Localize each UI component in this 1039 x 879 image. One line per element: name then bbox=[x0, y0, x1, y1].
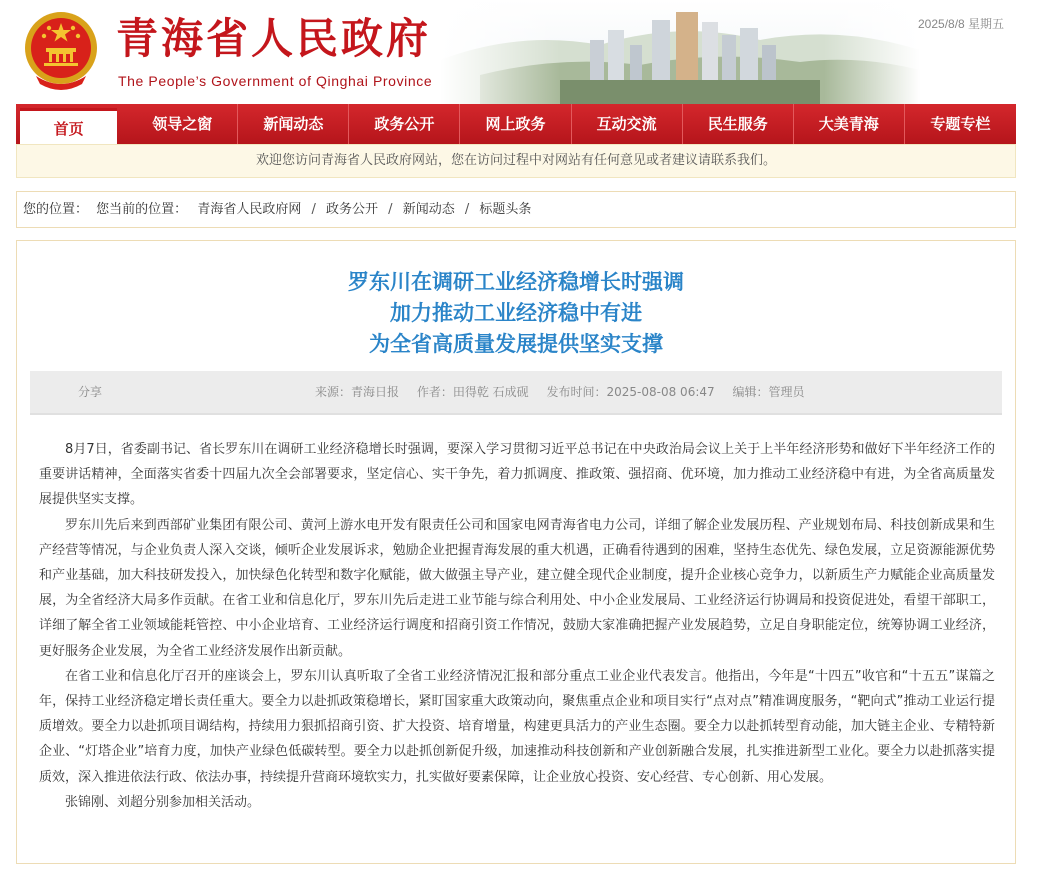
breadcrumb-separator: / bbox=[388, 202, 393, 217]
breadcrumb bbox=[16, 191, 1016, 228]
nav-item-online-services[interactable]: 网上政务 bbox=[460, 104, 571, 144]
share-button[interactable]: 分享 bbox=[78, 385, 103, 399]
article-title-line: 罗东川在调研工业经济稳增长时强调 bbox=[348, 270, 684, 294]
nav-item-interaction[interactable]: 互动交流 bbox=[572, 104, 683, 144]
article-publish-time: 发布时间：2025-08-08 06:47 bbox=[546, 385, 715, 399]
site-subtitle: The People’s Government of Qinghai Province bbox=[118, 73, 433, 89]
breadcrumb-current-label: 您当前的位置： bbox=[96, 202, 188, 217]
breadcrumb-separator: / bbox=[464, 202, 470, 217]
breadcrumb-label: 您的位置： bbox=[23, 202, 89, 217]
article-meta-info bbox=[315, 371, 818, 413]
article-paragraph: 罗东川先后来到西部矿业集团有限公司、黄河上游水电开发有限责任公司和国家电网青海省电力公司，详细了解企业发展历程、产业规划布局、科技创新成果和生产经营等情况，与企业负责人深入交谈，倾听企业发展诉求，勉励企业把握青海发展的重大机遇，正确看待遇到的困难，坚持生态优先、绿色发展，立足资源能源优势和产业基础，加大科技研发投入，加快绿色化转型和数字化赋能，做大做强主导产业，建立健全现代企业制度，提升企业核心竞争力，以新质生产力赋能企业高质量发展，为全省经济大局多作贡献。在省工业和信息化厅，罗东川先后走进工业节能与综合利用处、中小企业发展局、工业经济运行协调局和投资促进处，看望干部职工，详细了解全省工业领域能耗管控、中小企业培育、工业经济运行调度和招商引资工作情况，鼓励大家准确把握产业发展趋势，立足自身职能定位，统筹协调工业经济，更好服务企业发展，为全省工业经济发展作出新贡献。 bbox=[39, 517, 995, 659]
article-title-line: 为全省高质量发展提供坚实支撑 bbox=[369, 332, 663, 356]
nav-item-news[interactable]: 新闻动态 bbox=[238, 104, 349, 144]
article-paragraph: 8月7日，省委副书记、省长罗东川在调研工业经济稳增长时强调，要深入学习贯彻习近平总书记在中央政治局会议上关于上半年经济形势和做好下半年经济工作的重要讲话精神，全面落实省委十四届九次全会部署要求，坚定信心、实干争先，着力抓调度、推政策、强招商、优环境，加力推动工业经济稳中有进，为全省高质量发展提供坚实支撑。 bbox=[39, 442, 995, 508]
nav-item-government-affairs[interactable]: 政务公开 bbox=[349, 104, 460, 144]
site-title: 青海省人民政府 bbox=[116, 14, 432, 63]
article-body bbox=[39, 437, 995, 815]
national-emblem-logo bbox=[22, 10, 100, 92]
article-meta-bar bbox=[30, 371, 1002, 415]
nav-item-leaders[interactable]: 领导之窗 bbox=[127, 104, 238, 144]
article-container bbox=[16, 240, 1016, 864]
current-date: 2025/8/8 星期五 bbox=[918, 17, 1005, 31]
article-paragraph: 在省工业和信息化厅召开的座谈会上，罗东川认真听取了全省工业经济情况汇报和部分重点工业企业代表发言。他指出，今年是“十四五”收官和“十五五”谋篇之年，保持工业经济稳定增长责任重大。要全力以赴抓政策稳增长，紧盯国家重大政策动向，聚焦重点企业和项目实行“点对点”精准调度服务，“靶向式”推动工业运行提质增效。要全力以赴抓项目调结构，持续用力狠抓招商引资、扩大投资、培育增量，构建更具活力的产业生态圈。要全力以赴抓转型育动能，加大链主企业、专精特新企业、“灯塔企业”培育力度，加快产业绿色低碳转型。要全力以赴抓创新促升级，加速推动科技创新和产业创新融合发展，扎实推进新型工业化。要全力以赴抓落实提质效，深入推进依法行政、依法办事，持续提升营商环境软实力，扎实做好要素保障，让企业放心投资、安心经营、专心创新、用心发展。 bbox=[39, 668, 995, 785]
article-source: 来源：青海日报 bbox=[315, 385, 400, 399]
breadcrumb-link-home[interactable]: 青海省人民政府网 bbox=[197, 202, 302, 217]
nav-item-beautiful-qinghai[interactable]: 大美青海 bbox=[794, 104, 905, 144]
breadcrumb-separator: / bbox=[311, 202, 316, 217]
article-paragraph: 张锦刚、刘超分别参加相关活动。 bbox=[65, 794, 261, 810]
breadcrumb-link-news[interactable]: 新闻动态 bbox=[402, 202, 455, 217]
article-author: 作者：田得乾 石成砚 bbox=[416, 385, 529, 399]
nav-item-special-topics[interactable]: 专题专栏 bbox=[930, 115, 991, 133]
nav-item-home[interactable]: 首页 bbox=[20, 108, 117, 144]
header-city-scene-image bbox=[440, 0, 920, 104]
site-header bbox=[0, 0, 1039, 104]
article-editor: 编辑：管理员 bbox=[732, 385, 805, 399]
main-nav bbox=[16, 104, 1016, 144]
article-title-line: 加力推动工业经济稳中有进 bbox=[390, 301, 642, 325]
breadcrumb-link-government-affairs[interactable]: 政务公开 bbox=[326, 202, 379, 217]
nav-item-livelihood[interactable]: 民生服务 bbox=[683, 104, 794, 144]
article-title bbox=[17, 267, 1015, 360]
welcome-banner: 欢迎您访问青海省人民政府网站，您在访问过程中对网站有任何意见或者建议请联系我们。 bbox=[16, 144, 1016, 178]
breadcrumb-link-headlines[interactable]: 标题头条 bbox=[479, 202, 532, 217]
